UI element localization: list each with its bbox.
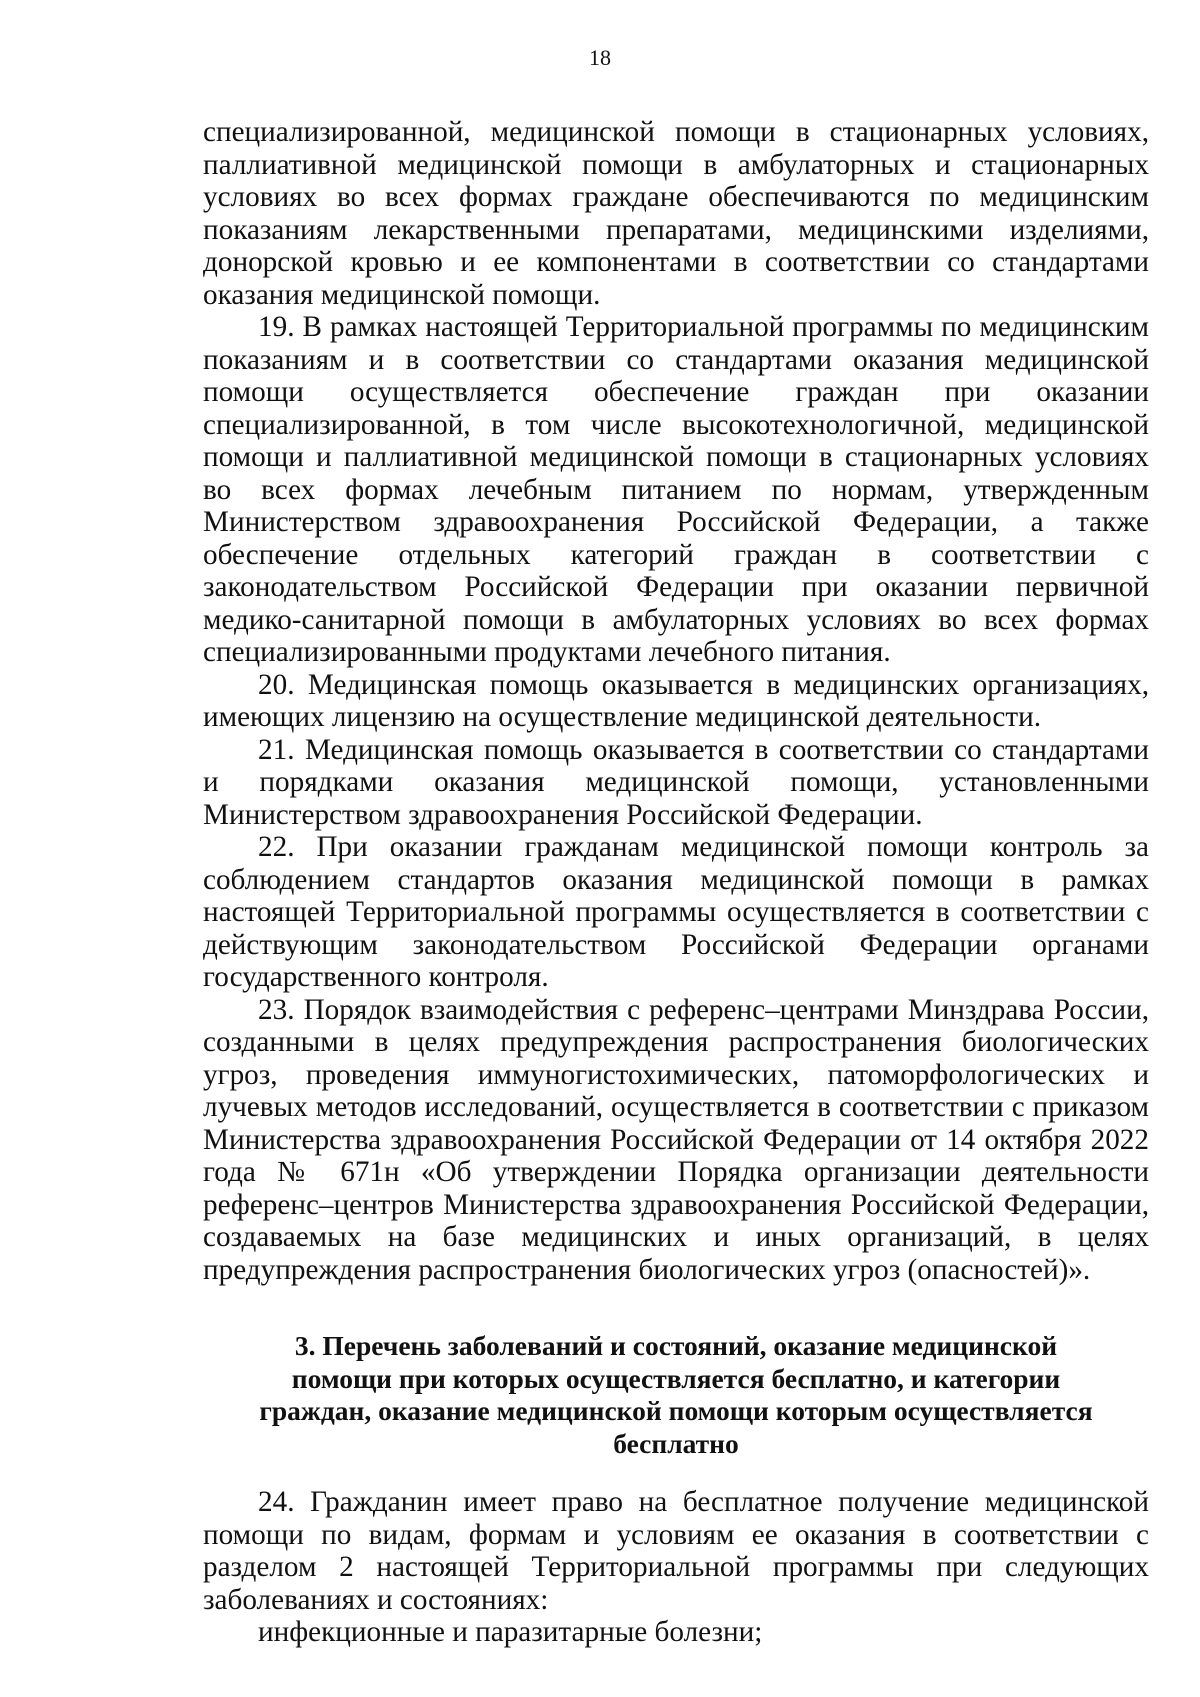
list-item: инфекционные и паразитарные болезни; bbox=[258, 1616, 763, 1648]
document-body bbox=[203, 116, 1149, 1649]
page-number: 18 bbox=[589, 45, 611, 70]
paragraph-23: 23. Порядок взаимодействия с референс–центрами Минздрава России, созданными в целях предупреждения распространения биологических угроз, проведения иммуногистохимических, патоморфологических и лучевых методов исследований, осуществляется в соответствии с приказом Министерства здравоохранения Российской Федерации от 14 октября 2022 года № 671н «Об утверждении Порядка организации деятельности референс–центров Министерства здравоохранения Российской Федерации, создаваемых на базе медицинских и иных организаций, в целях предупреждения распространения биологических угроз (опасностей)». bbox=[203, 993, 1149, 1286]
paragraph-24: 24. Гражданин имеет право на бесплатное получение медицинской помощи по видам, формам и условиям ее оказания в соответствии с разделом 2 настоящей Территориальной программы при следующих заболеваниях и состояниях: bbox=[203, 1486, 1149, 1616]
paragraph-19: 19. В рамках настоящей Территориальной программы по медицинским показаниям и в соответствии со стандартами оказания медицинской помощи осуществляется обеспечение граждан при оказании специализированной, в том числе высокотехнологичной, медицинской помощи и паллиативной медицинской помощи в стационарных условиях во всех формах лечебным питанием по нормам, утвержденным Министерством здравоохранения Российской Федерации, а также обеспечение отдельных категорий граждан в соответствии с законодательством Российской Федерации при оказании первичной медико-санитарной помощи в амбулаторных условиях во всех формах специализированными продуктами лечебного питания. bbox=[203, 311, 1149, 668]
paragraph-21: 21. Медицинская помощь оказывается в соответствии со стандартами и порядками оказания медицинской помощи, установленными Министерством здравоохранения Российской Федерации. bbox=[203, 733, 1149, 831]
paragraph-20: 20. Медицинская помощь оказывается в медицинских организациях, имеющих лицензию на осуществление медицинской деятельности. bbox=[203, 668, 1149, 733]
paragraph-continuation: специализированной, медицинской помощи в стационарных условиях, паллиативной медицинской помощи в амбулаторных и стационарных условиях во всех формах граждане обеспечиваются по медицинским показаниям лекарственными препаратами, медицинскими изделиями, донорской кровью и ее компонентами в соответствии со стандартами оказания медицинской помощи. bbox=[203, 116, 1149, 311]
section-heading: 3. Перечень заболеваний и состояний, оказание медицинской помощи при которых осуществляется бесплатно, и категории граждан, оказание медицинской помощи которым осуществляется бесплатно bbox=[259, 1330, 1093, 1459]
paragraph-22: 22. При оказании гражданам медицинской помощи контроль за соблюдением стандартов оказания медицинской помощи в рамках настоящей Территориальной программы осуществляется в соответствии с действующим законодательством Российской Федерации органами государственного контроля. bbox=[203, 831, 1149, 993]
